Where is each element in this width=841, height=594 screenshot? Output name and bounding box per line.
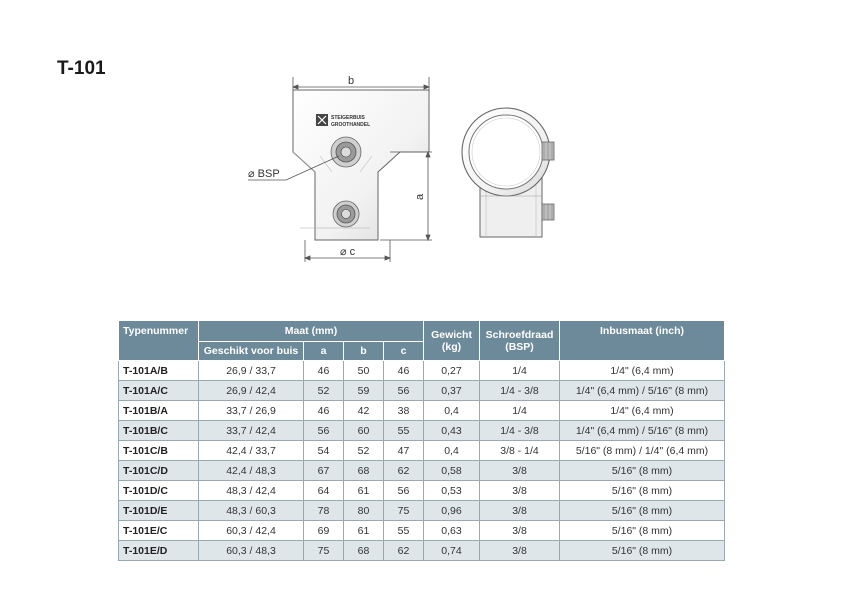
table-row bbox=[119, 361, 725, 381]
dimension-c-label: ⌀ c bbox=[340, 246, 356, 258]
col-gewicht: Gewicht (kg) bbox=[424, 321, 480, 361]
cell-geschikt: 33,7 / 42,4 bbox=[199, 421, 304, 441]
cell-a: 46 bbox=[304, 401, 344, 421]
cell-typenummer: T-101E/D bbox=[119, 541, 199, 561]
table-row bbox=[119, 441, 725, 461]
table-row bbox=[119, 401, 725, 421]
cell-c: 56 bbox=[384, 381, 424, 401]
cell-inbusmaat: 5/16" (8 mm) / 1/4" (6,4 mm) bbox=[560, 441, 725, 461]
cell-a: 54 bbox=[304, 441, 344, 461]
spec-table bbox=[118, 320, 725, 561]
dimension-b-label: b bbox=[348, 75, 355, 87]
cell-gewicht: 0,74 bbox=[424, 541, 480, 561]
cell-gewicht: 0,53 bbox=[424, 481, 480, 501]
dimension-b bbox=[293, 77, 429, 90]
col-schroefdraad: Schroefdraad (BSP) bbox=[480, 321, 560, 361]
bsp-label: ⌀ BSP bbox=[248, 168, 280, 180]
cell-typenummer: T-101C/D bbox=[119, 461, 199, 481]
cell-gewicht: 0,63 bbox=[424, 521, 480, 541]
cell-b: 61 bbox=[344, 481, 384, 501]
cell-inbusmaat: 5/16" (8 mm) bbox=[560, 481, 725, 501]
cell-c: 55 bbox=[384, 521, 424, 541]
cell-gewicht: 0,27 bbox=[424, 361, 480, 381]
cell-schroefdraad: 1/4 bbox=[480, 361, 560, 381]
cell-typenummer: T-101C/B bbox=[119, 441, 199, 461]
cell-b: 52 bbox=[344, 441, 384, 461]
cell-gewicht: 0,43 bbox=[424, 421, 480, 441]
table-row bbox=[119, 481, 725, 501]
spec-table-body bbox=[119, 361, 725, 561]
table-row bbox=[119, 461, 725, 481]
cell-a: 52 bbox=[304, 381, 344, 401]
cell-c: 62 bbox=[384, 461, 424, 481]
cell-c: 47 bbox=[384, 441, 424, 461]
cell-b: 59 bbox=[344, 381, 384, 401]
cell-b: 61 bbox=[344, 521, 384, 541]
cell-geschikt: 26,9 / 42,4 bbox=[199, 381, 304, 401]
cell-a: 46 bbox=[304, 361, 344, 381]
cell-typenummer: T-101B/A bbox=[119, 401, 199, 421]
cell-c: 55 bbox=[384, 421, 424, 441]
cell-schroefdraad: 3/8 bbox=[480, 481, 560, 501]
cell-geschikt: 48,3 / 60,3 bbox=[199, 501, 304, 521]
cell-c: 56 bbox=[384, 481, 424, 501]
cell-gewicht: 0,4 bbox=[424, 441, 480, 461]
cell-geschikt: 60,3 / 48,3 bbox=[199, 541, 304, 561]
col-geschikt: Geschikt voor buis bbox=[199, 342, 304, 361]
cell-gewicht: 0,96 bbox=[424, 501, 480, 521]
cell-schroefdraad: 3/8 - 1/4 bbox=[480, 441, 560, 461]
cell-b: 42 bbox=[344, 401, 384, 421]
cell-a: 78 bbox=[304, 501, 344, 521]
cell-typenummer: T-101E/C bbox=[119, 521, 199, 541]
cell-typenummer: T-101B/C bbox=[119, 421, 199, 441]
cell-schroefdraad: 1/4 - 3/8 bbox=[480, 381, 560, 401]
table-row bbox=[119, 421, 725, 441]
cell-typenummer: T-101D/C bbox=[119, 481, 199, 501]
cell-gewicht: 0,58 bbox=[424, 461, 480, 481]
cell-a: 69 bbox=[304, 521, 344, 541]
technical-drawing bbox=[240, 72, 580, 272]
cell-c: 46 bbox=[384, 361, 424, 381]
cell-geschikt: 26,9 / 33,7 bbox=[199, 361, 304, 381]
cell-typenummer: T-101D/E bbox=[119, 501, 199, 521]
cell-b: 60 bbox=[344, 421, 384, 441]
side-view bbox=[462, 108, 554, 237]
col-c: c bbox=[384, 342, 424, 361]
table-row bbox=[119, 541, 725, 561]
cell-a: 56 bbox=[304, 421, 344, 441]
cell-a: 67 bbox=[304, 461, 344, 481]
cell-c: 62 bbox=[384, 541, 424, 561]
front-view bbox=[293, 90, 429, 240]
cell-schroefdraad: 3/8 bbox=[480, 461, 560, 481]
svg-text:GROOTHANDEL: GROOTHANDEL bbox=[331, 122, 371, 128]
col-a: a bbox=[304, 342, 344, 361]
cell-schroefdraad: 1/4 - 3/8 bbox=[480, 421, 560, 441]
cell-a: 64 bbox=[304, 481, 344, 501]
cell-inbusmaat: 1/4" (6,4 mm) bbox=[560, 401, 725, 421]
col-typenummer: Typenummer bbox=[119, 321, 199, 361]
product-title: T-101 bbox=[57, 58, 106, 79]
table-row bbox=[119, 521, 725, 541]
cell-inbusmaat: 1/4" (6,4 mm) / 5/16" (8 mm) bbox=[560, 381, 725, 401]
cell-gewicht: 0,37 bbox=[424, 381, 480, 401]
dimension-a-label: a bbox=[414, 193, 426, 200]
cell-gewicht: 0,4 bbox=[424, 401, 480, 421]
cell-geschikt: 33,7 / 26,9 bbox=[199, 401, 304, 421]
cell-schroefdraad: 3/8 bbox=[480, 541, 560, 561]
cell-geschikt: 42,4 / 48,3 bbox=[199, 461, 304, 481]
svg-text:STEIGERBUIS: STEIGERBUIS bbox=[331, 115, 365, 121]
col-maat: Maat (mm) bbox=[199, 321, 424, 342]
col-inbusmaat: Inbusmaat (inch) bbox=[560, 321, 725, 361]
cell-geschikt: 60,3 / 42,4 bbox=[199, 521, 304, 541]
cell-inbusmaat: 5/16" (8 mm) bbox=[560, 461, 725, 481]
cell-inbusmaat: 5/16" (8 mm) bbox=[560, 521, 725, 541]
cell-inbusmaat: 5/16" (8 mm) bbox=[560, 541, 725, 561]
cell-b: 80 bbox=[344, 501, 384, 521]
cell-geschikt: 48,3 / 42,4 bbox=[199, 481, 304, 501]
table-row bbox=[119, 381, 725, 401]
cell-schroefdraad: 1/4 bbox=[480, 401, 560, 421]
cell-c: 38 bbox=[384, 401, 424, 421]
col-b: b bbox=[344, 342, 384, 361]
cell-typenummer: T-101A/B bbox=[119, 361, 199, 381]
cell-b: 50 bbox=[344, 361, 384, 381]
cell-geschikt: 42,4 / 33,7 bbox=[199, 441, 304, 461]
cell-inbusmaat: 1/4" (6,4 mm) / 5/16" (8 mm) bbox=[560, 421, 725, 441]
cell-schroefdraad: 3/8 bbox=[480, 501, 560, 521]
cell-b: 68 bbox=[344, 541, 384, 561]
cell-a: 75 bbox=[304, 541, 344, 561]
cell-c: 75 bbox=[384, 501, 424, 521]
cell-inbusmaat: 1/4" (6,4 mm) bbox=[560, 361, 725, 381]
cell-inbusmaat: 5/16" (8 mm) bbox=[560, 501, 725, 521]
cell-schroefdraad: 3/8 bbox=[480, 521, 560, 541]
cell-typenummer: T-101A/C bbox=[119, 381, 199, 401]
table-row bbox=[119, 501, 725, 521]
cell-b: 68 bbox=[344, 461, 384, 481]
